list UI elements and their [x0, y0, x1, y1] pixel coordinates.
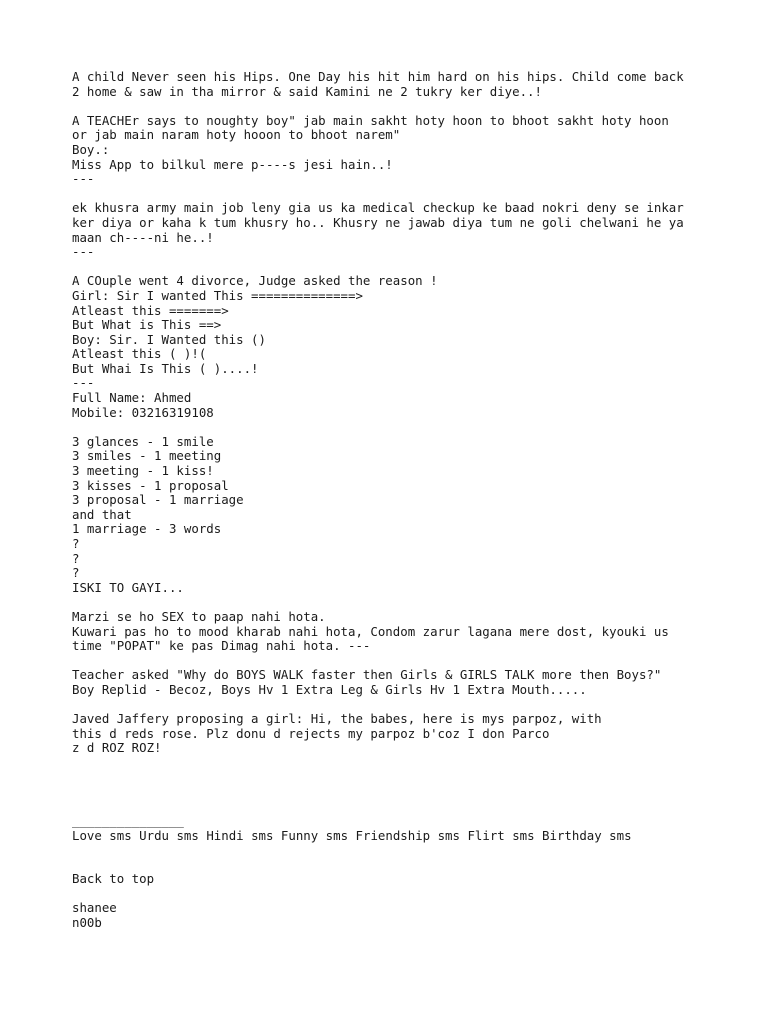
link-urdu-sms[interactable]: Urdu sms	[139, 827, 199, 843]
text-line: Atleast this ( )!(	[72, 346, 207, 362]
text-line: Kuwari pas ho to mood kharab nahi hota, Condom zarur lagana mere dost, kyouki us	[72, 623, 669, 639]
text-line: 3 glances - 1 smile	[72, 433, 214, 449]
text-line: ---	[72, 244, 95, 260]
joke-block-2	[72, 114, 752, 187]
text-line: Javed Jaffery proposing a girl: Hi, the babes, here is mys parpoz, with	[72, 711, 602, 727]
joke-block-1	[72, 70, 752, 99]
text-line: and that	[72, 506, 132, 522]
text-line: 3 meeting - 1 kiss!	[72, 463, 214, 479]
text-line: 1 marriage - 3 words	[72, 521, 222, 537]
link-funny-sms[interactable]: Funny sms	[280, 827, 349, 843]
user-rank: n00b	[72, 914, 102, 930]
text-line: this d reds rose. Plz donu d rejects my parpoz b'coz I don Parco	[72, 725, 550, 741]
text-line: time "POPAT" ke pas Dimag nahi hota. ---	[72, 638, 371, 654]
text-line: 3 kisses - 1 proposal	[72, 477, 229, 493]
text-line: Miss App to bilkul mere p----s jesi hain..!	[72, 156, 393, 172]
text-line: ISKI TO GAYI...	[72, 579, 184, 595]
text-line: maan ch----ni he..!	[72, 229, 214, 245]
text-line: But Whai Is This ( )....!	[72, 360, 259, 376]
footer	[72, 814, 752, 931]
full-name-line: Full Name: Ahmed	[72, 390, 192, 406]
text-line: Marzi se ho SEX to paap nahi hota.	[72, 608, 326, 624]
joke-block-6	[72, 610, 752, 654]
text-line: Atleast this =======>	[72, 302, 229, 318]
joke-block-7	[72, 668, 752, 697]
joke-block-8	[72, 712, 752, 756]
text-line: A TEACHEr says to noughty boy" jab main sakht hoty hoon to bhoot sakht hoty hoon	[72, 112, 669, 128]
text-line: Teacher asked "Why do BOYS WALK faster then Girls & GIRLS TALK more then Boys?"	[72, 667, 662, 683]
link-friendship-sms[interactable]: Friendship sms	[355, 827, 460, 843]
text-line: ?	[72, 565, 80, 581]
mobile-line: Mobile: 03216319108	[72, 404, 214, 420]
text-line: A child Never seen his Hips. One Day his hit him hard on his hips. Child come back	[72, 69, 684, 84]
text-line: But What is This ==>	[72, 317, 222, 333]
joke-block-5	[72, 435, 752, 596]
separator-line: _______________	[72, 812, 184, 828]
text-line: ?	[72, 550, 80, 566]
link-hindi-sms[interactable]: Hindi sms	[206, 827, 274, 843]
text-line: Boy.:	[72, 141, 110, 157]
text-line: Girl: Sir I wanted This ==============>	[72, 287, 363, 303]
back-to-top-link[interactable]: Back to top	[72, 871, 155, 887]
text-line: or jab main naram hoty hooon to bhoot narem"	[72, 127, 401, 143]
joke-block-3	[72, 201, 752, 259]
text-line: 3 smiles - 1 meeting	[72, 448, 222, 464]
document-page	[72, 70, 752, 930]
joke-block-4	[72, 274, 752, 420]
text-line: 2 home & saw in tha mirror & said Kamini ne 2 tukry ker diye..!	[72, 83, 542, 99]
text-line: A COuple went 4 divorce, Judge asked the reason !	[72, 273, 438, 289]
link-flirt-sms[interactable]: Flirt sms	[467, 827, 535, 843]
category-links	[72, 829, 752, 844]
text-line: Boy: Sir. I Wanted this ()	[72, 331, 266, 347]
username[interactable]: shanee	[72, 900, 117, 916]
text-line: 3 proposal - 1 marriage	[72, 492, 244, 508]
text-line: z d ROZ ROZ!	[72, 740, 162, 756]
link-love-sms[interactable]: Love sms	[72, 827, 132, 843]
link-birthday-sms[interactable]: Birthday sms	[542, 827, 632, 843]
text-line: ---	[72, 375, 95, 391]
text-line: ?	[72, 536, 80, 551]
text-line: ker diya or kaha k tum khusry ho.. Khusry ne jawab diya tum ne goli chelwani he ya	[72, 214, 684, 230]
text-line: ---	[72, 171, 95, 187]
text-line: ek khusra army main job leny gia us ka medical checkup ke baad nokri deny se inkar	[72, 200, 684, 216]
text-line: Boy Replid - Becoz, Boys Hv 1 Extra Leg & Girls Hv 1 Extra Mouth.....	[72, 681, 587, 697]
